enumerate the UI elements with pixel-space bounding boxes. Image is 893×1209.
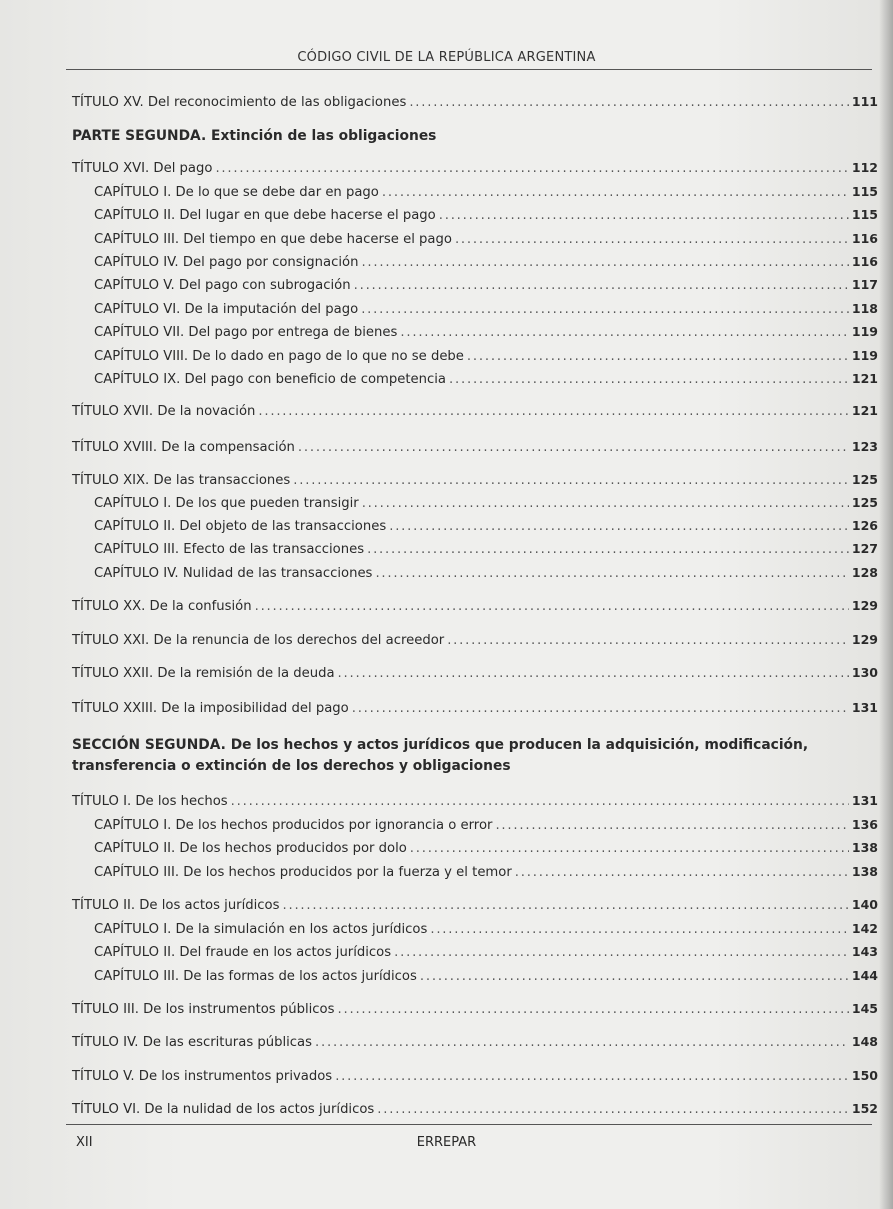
toc-page-number: 125 <box>851 495 878 510</box>
toc-chapter-entry <box>72 518 878 534</box>
toc-entry-label: CAPÍTULO I. De la simulación en los actos jurídicos <box>94 922 428 937</box>
dot-leader <box>352 701 849 716</box>
toc-chapter-entry <box>72 371 878 387</box>
toc-title-entry <box>72 94 878 110</box>
toc-title-entry <box>72 1001 878 1017</box>
section-heading: PARTE SEGUNDA. Extinción de las obligaciones <box>72 128 437 144</box>
toc-entry-label: CAPÍTULO III. De las formas de los actos jurídicos <box>94 969 417 984</box>
dot-leader <box>362 496 849 511</box>
toc-chapter-entry <box>72 840 878 856</box>
toc-entry-label: CAPÍTULO IV. Del pago por consignación <box>94 255 359 270</box>
toc-entry-label: CAPÍTULO VII. Del pago por entrega de bienes <box>94 325 398 340</box>
toc-title-entry <box>72 1101 878 1117</box>
toc-page-number: 112 <box>851 160 878 175</box>
toc-entry-label: CAPÍTULO IV. Nulidad de las transacciones <box>94 566 373 581</box>
toc-entry-label: CAPÍTULO II. Del fraude en los actos jurídicos <box>94 945 392 960</box>
toc-page-number: 131 <box>851 700 878 715</box>
toc-page-number: 129 <box>851 632 878 647</box>
toc-chapter-entry <box>72 968 878 984</box>
toc-chapter-entry <box>72 541 878 557</box>
toc-page-number: 118 <box>851 301 878 316</box>
toc-entry-label: TÍTULO II. De los actos jurídicos <box>72 898 280 913</box>
dot-leader <box>335 1069 849 1084</box>
toc-entry-label: TÍTULO XVI. Del pago <box>72 161 213 176</box>
toc-chapter-entry <box>72 348 878 364</box>
toc-page-number: 140 <box>851 897 878 912</box>
toc-entry-label: CAPÍTULO I. De los hechos producidos por ignorancia o error <box>94 818 493 833</box>
toc-page-number: 138 <box>851 864 878 879</box>
toc-chapter-entry <box>72 301 878 317</box>
toc-chapter-entry <box>72 944 878 960</box>
toc-page-number: 119 <box>851 324 878 339</box>
toc-chapter-entry <box>72 207 878 223</box>
toc-entry-label: TÍTULO XX. De la confusión <box>72 599 252 614</box>
toc-chapter-entry <box>72 495 878 511</box>
toc-title-entry <box>72 598 878 614</box>
toc-page-number: 119 <box>851 348 878 363</box>
dot-leader <box>215 161 848 176</box>
dot-leader <box>455 232 849 247</box>
toc-page-number: 143 <box>851 944 878 959</box>
dot-leader <box>394 945 849 960</box>
dot-leader <box>354 278 849 293</box>
dot-leader <box>361 302 849 317</box>
section-heading: SECCIÓN SEGUNDA. De los hechos y actos jurídicos que producen la adquisición, modificación, transferencia o extinción de los derechos y obligaciones <box>72 737 809 774</box>
toc-chapter-entry <box>72 324 878 340</box>
dot-leader <box>338 666 849 681</box>
toc-page-number: 126 <box>851 518 878 533</box>
toc-entry-label: CAPÍTULO I. De los que pueden transigir <box>94 496 359 511</box>
dot-leader <box>293 473 849 488</box>
dot-leader <box>382 185 849 200</box>
toc-entry-label: CAPÍTULO III. Del tiempo en que debe hacerse el pago <box>94 232 452 247</box>
toc-entry-label: CAPÍTULO VI. De la imputación del pago <box>94 302 359 317</box>
toc-page-number: 127 <box>851 541 878 556</box>
toc-title-entry <box>72 897 878 913</box>
dot-leader <box>420 969 849 984</box>
toc-chapter-entry <box>72 565 878 581</box>
toc-entry-label: TÍTULO VI. De la nulidad de los actos jurídicos <box>72 1102 375 1117</box>
toc-entry-label: TÍTULO XXI. De la renuncia de los derechos del acreedor <box>72 633 445 648</box>
dot-leader <box>409 95 849 110</box>
toc-title-entry <box>72 632 878 648</box>
toc-title-entry <box>72 665 878 681</box>
toc-entry-label: CAPÍTULO III. Efecto de las transacciones <box>94 542 365 557</box>
toc-page-number: 121 <box>851 403 878 418</box>
toc-entry-label: TÍTULO XV. Del reconocimiento de las obligaciones <box>72 95 407 110</box>
dot-leader <box>315 1035 849 1050</box>
dot-leader <box>430 922 849 937</box>
dot-leader <box>377 1102 849 1117</box>
toc-entry-label: CAPÍTULO V. Del pago con subrogación <box>94 278 351 293</box>
toc-entry-label: TÍTULO IV. De las escrituras públicas <box>72 1035 313 1050</box>
dot-leader <box>255 599 849 614</box>
toc-entry-label: TÍTULO XVII. De la novación <box>72 404 256 419</box>
toc-page-number: 136 <box>851 817 878 832</box>
toc-page-number: 130 <box>851 665 878 680</box>
toc-title-entry <box>72 700 878 716</box>
toc-page-number: 129 <box>851 598 878 613</box>
toc-page-number: 138 <box>851 840 878 855</box>
dot-leader <box>282 898 848 913</box>
toc-title-entry <box>72 793 878 809</box>
toc-page-number: 152 <box>851 1101 878 1116</box>
toc-chapter-entry <box>72 277 878 293</box>
toc-chapter-entry <box>72 231 878 247</box>
footer-rule <box>66 1124 872 1125</box>
dot-leader <box>410 841 849 856</box>
toc-page-number: 144 <box>851 968 878 983</box>
toc-chapter-entry <box>72 254 878 270</box>
dot-leader <box>258 404 849 419</box>
dot-leader <box>375 566 848 581</box>
toc-entry-label: CAPÍTULO II. Del objeto de las transacciones <box>94 519 387 534</box>
header-rule <box>66 69 872 70</box>
toc-entry-label: TÍTULO XVIII. De la compensación <box>72 440 295 455</box>
toc-page-number: 125 <box>851 472 878 487</box>
footer-page-number: XII <box>76 1135 93 1150</box>
dot-leader <box>400 325 849 340</box>
toc-title-entry <box>72 160 878 176</box>
toc-page-number: 150 <box>851 1068 878 1083</box>
toc-page-number: 117 <box>851 277 878 292</box>
dot-leader <box>447 633 849 648</box>
toc-page-number: 116 <box>851 254 878 269</box>
toc-entry-label: CAPÍTULO VIII. De lo dado en pago de lo que no se debe <box>94 349 464 364</box>
dot-leader <box>367 542 849 557</box>
toc-entry-label: CAPÍTULO II. De los hechos producidos por dolo <box>94 841 407 856</box>
dot-leader <box>361 255 848 270</box>
dot-leader <box>338 1002 849 1017</box>
toc-entry-label: TÍTULO I. De los hechos <box>72 794 228 809</box>
toc-title-entry <box>72 472 878 488</box>
toc-title-entry <box>72 1034 878 1050</box>
toc-entry-label: CAPÍTULO I. De lo que se debe dar en pago <box>94 185 379 200</box>
dot-leader <box>515 865 849 880</box>
toc-page-number: 148 <box>851 1034 878 1049</box>
toc-page-number: 115 <box>851 184 878 199</box>
dot-leader <box>467 349 849 364</box>
toc-chapter-entry <box>72 184 878 200</box>
toc-entry-label: CAPÍTULO III. De los hechos producidos por la fuerza y el temor <box>94 865 512 880</box>
toc-entry-label: CAPÍTULO II. Del lugar en que debe hacerse el pago <box>94 208 436 223</box>
footer-publisher: ERREPAR <box>416 1135 477 1150</box>
toc-page-number: 115 <box>851 207 878 222</box>
toc-title-entry <box>72 403 878 419</box>
dot-leader <box>495 818 848 833</box>
toc-entry-label: CAPÍTULO IX. Del pago con beneficio de competencia <box>94 372 447 387</box>
toc-entry-label: TÍTULO XXIII. De la imposibilidad del pago <box>72 701 349 716</box>
toc-page-number: 128 <box>851 565 878 580</box>
toc-page-number: 145 <box>851 1001 878 1016</box>
toc-title-entry <box>72 1068 878 1084</box>
toc-chapter-entry <box>72 921 878 937</box>
toc-entry-label: TÍTULO XXII. De la remisión de la deuda <box>72 666 335 681</box>
dot-leader <box>298 440 849 455</box>
toc-page-number: 131 <box>851 793 878 808</box>
dot-leader <box>449 372 849 387</box>
toc-page-number: 116 <box>851 231 878 246</box>
toc-page-number: 123 <box>851 439 878 454</box>
page-edge-shadow <box>879 0 893 1209</box>
toc-entry-label: TÍTULO XIX. De las transacciones <box>72 473 291 488</box>
dot-leader <box>439 208 849 223</box>
toc-entry-label: TÍTULO III. De los instrumentos públicos <box>72 1002 335 1017</box>
toc-page-number: 142 <box>851 921 878 936</box>
dot-leader <box>389 519 849 534</box>
dot-leader <box>231 794 849 809</box>
toc-entry-label: TÍTULO V. De los instrumentos privados <box>72 1069 333 1084</box>
toc-page-number: 111 <box>851 94 878 109</box>
toc-page-number: 121 <box>851 371 878 386</box>
toc-title-entry <box>72 439 878 455</box>
toc-chapter-entry <box>72 817 878 833</box>
toc-chapter-entry <box>72 864 878 880</box>
running-header: CÓDIGO CIVIL DE LA REPÚBLICA ARGENTINA <box>297 50 596 65</box>
